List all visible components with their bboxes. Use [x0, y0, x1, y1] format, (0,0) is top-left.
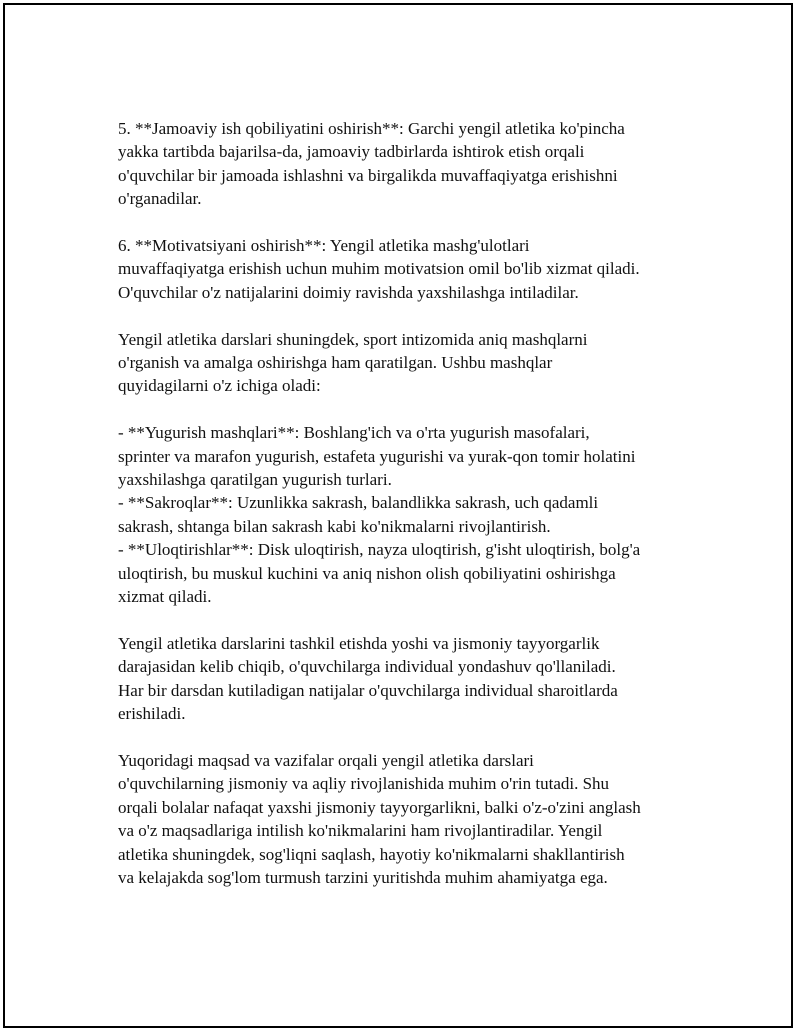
text-line: o'quvchilarning jismoniy va aqliy rivojlanishida muhim o'rin tutadi. Shu — [118, 774, 610, 794]
paragraph-individual-approach — [118, 632, 718, 726]
paragraph-conclusion — [118, 749, 718, 889]
paragraph-exercises-intro — [118, 328, 718, 398]
text-line: o'quvchilar bir jamoada ishlashni va birgalikda muvaffaqiyatga erishishni — [118, 165, 618, 185]
text-line: yaxshilashga qaratilgan yugurish turlari. — [118, 470, 392, 490]
text-line: va o'z maqsadlariga intilish ko'nikmalarini ham rivojlantiradilar. Yengil — [118, 821, 603, 841]
text-line: 5. **Jamoaviy ish qobiliyatini oshirish**: Garchi yengil atletika ko'pincha — [118, 119, 625, 138]
text-line: O'quvchilar o'z natijalarini doimiy ravishda yaxshilashga intiladilar. — [118, 282, 579, 302]
text-line: orqali bolalar nafaqat yaxshi jismoniy tayyorgarlikni, balki o'z-o'zini anglash — [118, 797, 641, 817]
text-line: darajasidan kelib chiqib, o'quvchilarga individual yondashuv qo'llaniladi. — [118, 657, 616, 677]
text-line: atletika shuningdek, sog'liqni saqlash, hayotiy ko'nikmalarni shakllantirish — [118, 844, 625, 864]
text-line: erishiladi. — [118, 704, 186, 724]
list-item-jumps: - **Sakroqlar**: Uzunlikka sakrash, balandlikka sakrash, uch qadamli — [118, 493, 599, 513]
text-line: quyidagilarni o'z ichiga oladi: — [118, 376, 321, 396]
text-line: yakka tartibda bajarilsa-da, jamoaviy tadbirlarda ishtirok etish orqali — [118, 142, 585, 162]
text-line: va kelajakda sog'lom turmush tarzini yuritishda muhim ahamiyatga ega. — [118, 867, 608, 887]
paragraph-exercise-list — [118, 421, 718, 608]
list-item-throws: - **Uloqtirishlar**: Disk uloqtirish, nayza uloqtirish, g'isht uloqtirish, bolg'a — [118, 540, 641, 560]
document-body — [118, 117, 718, 913]
paragraph-teamwork — [118, 117, 718, 211]
text-line: o'rganish va amalga oshirishga ham qaratilgan. Ushbu mashqlar — [118, 353, 553, 373]
text-line: Yengil atletika darslarini tashkil etishda yoshi va jismoniy tayyorgarlik — [118, 633, 600, 653]
paragraph-motivation — [118, 234, 718, 304]
text-line: Yengil atletika darslari shuningdek, sport intizomida aniq mashqlarni — [118, 329, 588, 349]
text-line: Yuqoridagi maqsad va vazifalar orqali yengil atletika darslari — [118, 750, 534, 770]
text-line: xizmat qiladi. — [118, 587, 212, 607]
text-line: 6. **Motivatsiyani oshirish**: Yengil atletika mashg'ulotlari — [118, 236, 530, 256]
text-line: muvaffaqiyatga erishish uchun muhim motivatsion omil bo'lib xizmat qiladi. — [118, 259, 640, 279]
text-line: Har bir darsdan kutiladigan natijalar o'quvchilarga individual sharoitlarda — [118, 680, 618, 700]
list-item-running: - **Yugurish mashqlari**: Boshlang'ich va o'rta yugurish masofalari, — [118, 423, 590, 443]
text-line: sakrash, shtanga bilan sakrash kabi ko'nikmalarni rivojlantirish. — [118, 516, 551, 536]
text-line: o'rganadilar. — [118, 189, 202, 209]
text-line: sprinter va marafon yugurish, estafeta yugurishi va yurak-qon tomir holatini — [118, 446, 636, 466]
text-line: uloqtirish, bu muskul kuchini va aniq nishon olish qobiliyatini oshirishga — [118, 563, 616, 583]
